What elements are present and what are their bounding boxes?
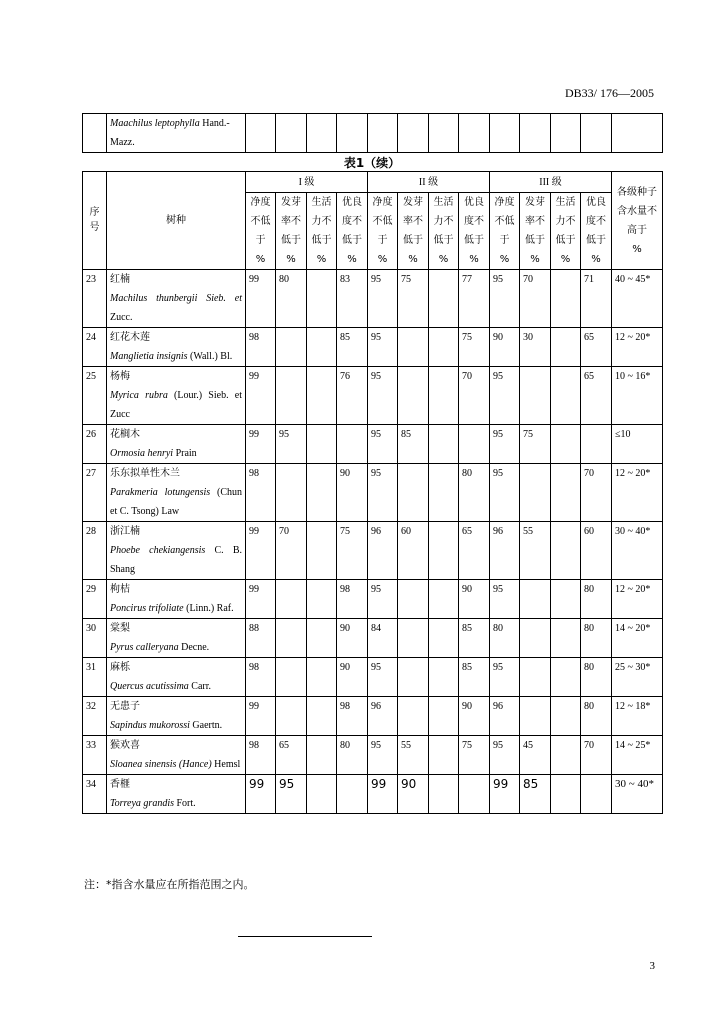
metric-header: 生活 力不 低于 % xyxy=(307,193,337,270)
species-latin: Parakmeria lotungensis xyxy=(110,487,211,498)
metric-value: 60 xyxy=(581,522,612,580)
species-cell: 无患子 Sapindus mukorossi Gaertn. xyxy=(107,697,246,736)
metric-value xyxy=(307,658,337,697)
metric-value xyxy=(398,619,429,658)
table-row xyxy=(83,775,663,814)
species-chinese: 猴欢喜 xyxy=(110,740,140,751)
table-row xyxy=(83,658,663,697)
metric-value: 99 xyxy=(246,775,276,814)
metric-value xyxy=(307,464,337,522)
metric-header: 优良 度不 低于 % xyxy=(337,193,368,270)
moisture-value: 12 ~ 20* xyxy=(612,464,663,522)
metric-value xyxy=(307,522,337,580)
metric-header: 优良 度不 低于 % xyxy=(581,193,612,270)
moisture-header-line: 高于 xyxy=(627,224,647,236)
metric-value xyxy=(551,619,581,658)
table-body xyxy=(83,270,663,814)
table-row xyxy=(83,270,663,328)
footer-rule xyxy=(238,936,372,937)
metric-value: 95 xyxy=(276,425,307,464)
row-number: 25 xyxy=(83,367,107,425)
metric-value xyxy=(429,522,459,580)
metric-value xyxy=(520,658,551,697)
species-latin: Ormosia henryi xyxy=(110,448,174,459)
metric-value: 99 xyxy=(490,775,520,814)
moisture-header xyxy=(612,172,663,270)
grade-1-header: I 级 xyxy=(246,172,368,193)
metric-value: 85 xyxy=(398,425,429,464)
metric-value: 95 xyxy=(490,658,520,697)
metric-value: 80 xyxy=(276,270,307,328)
moisture-value: 12 ~ 20* xyxy=(612,328,663,367)
metric-value: 95 xyxy=(490,425,520,464)
metric-value: 98 xyxy=(337,580,368,619)
species-cell: 香榧 Torreya grandis Fort. xyxy=(107,775,246,814)
moisture-header-line: 含水量不 xyxy=(617,205,657,217)
metric-value xyxy=(307,775,337,814)
row-number: 28 xyxy=(83,522,107,580)
metric-value xyxy=(276,464,307,522)
row-number: 23 xyxy=(83,270,107,328)
metric-value: 95 xyxy=(490,270,520,328)
metric-value xyxy=(307,619,337,658)
metric-value: 95 xyxy=(490,367,520,425)
metric-value: 98 xyxy=(246,464,276,522)
row-number: 24 xyxy=(83,328,107,367)
metric-value: 77 xyxy=(459,270,490,328)
metric-value: 95 xyxy=(368,270,398,328)
species-chinese: 乐东拟单性木兰 xyxy=(110,468,180,479)
metric-value: 95 xyxy=(368,736,398,775)
metric-value: 98 xyxy=(337,697,368,736)
metric-value xyxy=(429,464,459,522)
metric-value: 45 xyxy=(520,736,551,775)
species-chinese: 枸桔 xyxy=(110,584,130,595)
metric-value xyxy=(551,367,581,425)
moisture-value: 14 ~ 20* xyxy=(612,619,663,658)
metric-value: 70 xyxy=(581,464,612,522)
metric-value: 85 xyxy=(520,775,551,814)
metric-value: 96 xyxy=(368,522,398,580)
species-latin: Pyrus calleryana xyxy=(110,642,179,653)
metric-value xyxy=(429,270,459,328)
metric-value: 95 xyxy=(490,580,520,619)
metric-value xyxy=(276,328,307,367)
species-cell: 棠梨 Pyrus calleryana Decne. xyxy=(107,619,246,658)
metric-value xyxy=(459,775,490,814)
seed-quality-table xyxy=(82,171,663,814)
metric-value: 95 xyxy=(490,464,520,522)
metric-value xyxy=(459,425,490,464)
metric-value: 99 xyxy=(246,367,276,425)
table-row xyxy=(83,697,663,736)
metric-value: 85 xyxy=(459,619,490,658)
species-latin: Sapindus mukorossi xyxy=(110,720,190,731)
metric-value xyxy=(398,697,429,736)
species-latin: Manglietia insignis xyxy=(110,351,188,362)
metric-header: 生活 力不 低于 % xyxy=(551,193,581,270)
moisture-value: 12 ~ 18* xyxy=(612,697,663,736)
row-number: 32 xyxy=(83,697,107,736)
metric-value xyxy=(520,580,551,619)
metric-value: 90 xyxy=(459,580,490,619)
metric-value xyxy=(520,619,551,658)
metric-value xyxy=(307,697,337,736)
page-number: 3 xyxy=(649,960,655,972)
table-row xyxy=(83,425,663,464)
metric-value xyxy=(429,697,459,736)
metric-value: 70 xyxy=(459,367,490,425)
species-chinese: 红楠 xyxy=(110,274,130,285)
metric-header: 净度 不低 于 % xyxy=(246,193,276,270)
metric-value: 96 xyxy=(490,522,520,580)
metric-value: 65 xyxy=(459,522,490,580)
metric-value xyxy=(429,367,459,425)
metric-value: 76 xyxy=(337,367,368,425)
metric-value xyxy=(551,658,581,697)
metric-value: 88 xyxy=(246,619,276,658)
species-chinese: 棠梨 xyxy=(110,623,130,634)
metric-value xyxy=(337,425,368,464)
metric-header: 优良 度不 低于 % xyxy=(459,193,490,270)
metric-value xyxy=(429,619,459,658)
metric-value: 99 xyxy=(246,522,276,580)
metric-header: 净度 不低 于 % xyxy=(490,193,520,270)
table-caption: 表1（续） xyxy=(343,156,401,170)
metric-value xyxy=(307,367,337,425)
metric-value xyxy=(398,464,429,522)
metric-value xyxy=(307,270,337,328)
metric-value xyxy=(520,367,551,425)
metric-value xyxy=(398,367,429,425)
metric-value: 80 xyxy=(337,736,368,775)
metric-value: 99 xyxy=(246,697,276,736)
table-row xyxy=(83,328,663,367)
metric-value xyxy=(429,328,459,367)
metric-value: 71 xyxy=(581,270,612,328)
metric-header: 发芽 率不 低于 % xyxy=(520,193,551,270)
metric-value: 95 xyxy=(368,580,398,619)
metric-value xyxy=(337,775,368,814)
metric-header: 发芽 率不 低于 % xyxy=(276,193,307,270)
species-latin: Quercus acutissima xyxy=(110,681,189,692)
table-row xyxy=(83,736,663,775)
metric-value: 90 xyxy=(337,464,368,522)
moisture-value: 25 ~ 30* xyxy=(612,658,663,697)
metric-value xyxy=(398,580,429,619)
metric-value xyxy=(581,425,612,464)
row-number: 29 xyxy=(83,580,107,619)
metric-value: 75 xyxy=(459,328,490,367)
species-latin: Machilus thunbergii Sieb. et xyxy=(110,293,242,304)
metric-value xyxy=(307,580,337,619)
metric-header: 发芽 率不 低于 % xyxy=(398,193,429,270)
table-row xyxy=(83,464,663,522)
moisture-value: ≤10 xyxy=(612,425,663,464)
moisture-value: 40 ~ 45* xyxy=(612,270,663,328)
metric-value xyxy=(551,736,581,775)
metric-value xyxy=(429,775,459,814)
species-latin: Sloanea sinensis (Hance) xyxy=(110,759,212,770)
metric-value: 80 xyxy=(490,619,520,658)
species-chinese: 红花木莲 xyxy=(110,332,150,343)
metric-value: 95 xyxy=(368,328,398,367)
metric-value: 95 xyxy=(368,464,398,522)
species-author: Hand.-Mazz. xyxy=(110,118,230,148)
species-cell: 麻栎 Quercus acutissima Carr. xyxy=(107,658,246,697)
metric-value: 30 xyxy=(520,328,551,367)
species-latin: Phoebe chekiangensis xyxy=(110,545,206,556)
metric-value xyxy=(276,697,307,736)
metric-value xyxy=(307,736,337,775)
metric-value: 85 xyxy=(459,658,490,697)
row-number: 34 xyxy=(83,775,107,814)
table-note: 注：*指含水量应在所指范围之内。 xyxy=(84,878,255,891)
metric-header: 净度 不低 于 % xyxy=(368,193,398,270)
species-chinese: 花榈木 xyxy=(110,429,140,440)
metric-value: 60 xyxy=(398,522,429,580)
metric-value xyxy=(429,425,459,464)
header-row-groups xyxy=(83,172,663,193)
species-chinese: 无患子 xyxy=(110,701,140,712)
metric-value xyxy=(551,464,581,522)
metric-value: 95 xyxy=(368,658,398,697)
moisture-value: 14 ~ 25* xyxy=(612,736,663,775)
moisture-value: 30 ~ 40* xyxy=(612,522,663,580)
metric-value: 90 xyxy=(337,619,368,658)
metric-value: 90 xyxy=(490,328,520,367)
metric-value xyxy=(551,775,581,814)
metric-value: 75 xyxy=(459,736,490,775)
metric-value: 75 xyxy=(337,522,368,580)
metric-value: 98 xyxy=(246,736,276,775)
metric-value xyxy=(551,425,581,464)
table-row xyxy=(83,114,663,153)
metric-value: 99 xyxy=(246,580,276,619)
metric-header: 生活 力不 低于 % xyxy=(429,193,459,270)
metric-value: 99 xyxy=(246,270,276,328)
species-chinese: 麻栎 xyxy=(110,662,130,673)
metric-value: 83 xyxy=(337,270,368,328)
metric-value: 96 xyxy=(490,697,520,736)
metric-value: 95 xyxy=(368,425,398,464)
metric-value: 75 xyxy=(398,270,429,328)
metric-value: 98 xyxy=(246,658,276,697)
table-row xyxy=(83,522,663,580)
species-latin: Poncirus trifoliate xyxy=(110,603,184,614)
row-number: 33 xyxy=(83,736,107,775)
metric-value: 90 xyxy=(398,775,429,814)
species-cell: 乐东拟单性木兰 Parakmeria lotungensis (Chun et C. Tsong) Law xyxy=(107,464,246,522)
document-code: DB33/ 176—2005 xyxy=(564,86,654,100)
moisture-value: 30 ~ 40* xyxy=(612,775,663,814)
metric-value: 65 xyxy=(276,736,307,775)
metric-value: 80 xyxy=(581,697,612,736)
row-number: 27 xyxy=(83,464,107,522)
metric-value xyxy=(276,658,307,697)
moisture-value: 12 ~ 20* xyxy=(612,580,663,619)
metric-value: 95 xyxy=(276,775,307,814)
species-chinese: 杨梅 xyxy=(110,371,130,382)
previous-table-fragment xyxy=(82,113,663,153)
species-chinese: 浙江楠 xyxy=(110,526,140,537)
metric-value xyxy=(520,697,551,736)
metric-value xyxy=(276,580,307,619)
metric-value: 70 xyxy=(276,522,307,580)
metric-value xyxy=(551,522,581,580)
moisture-header-line: 各级种子 xyxy=(617,186,657,198)
row-number: 26 xyxy=(83,425,107,464)
metric-value: 65 xyxy=(581,328,612,367)
seq-header: 序号 xyxy=(83,172,107,270)
metric-value: 80 xyxy=(459,464,490,522)
species-cell: 红楠 Machilus thunbergii Sieb. et Zucc. xyxy=(107,270,246,328)
grade-2-header: II 级 xyxy=(368,172,490,193)
species-cell: 浙江楠 Phoebe chekiangensis C. B. Shang xyxy=(107,522,246,580)
species-cell: 花榈木 Ormosia henryi Prain xyxy=(107,425,246,464)
metric-value: 70 xyxy=(581,736,612,775)
species-cell: 猴欢喜 Sloanea sinensis (Hance) Hemsl xyxy=(107,736,246,775)
species-cell: 枸桔 Poncirus trifoliate (Linn.) Raf. xyxy=(107,580,246,619)
metric-value: 99 xyxy=(246,425,276,464)
species-chinese: 香榧 xyxy=(110,779,130,790)
metric-value xyxy=(307,328,337,367)
metric-value xyxy=(581,775,612,814)
metric-value: 55 xyxy=(398,736,429,775)
metric-value: 80 xyxy=(581,619,612,658)
species-cell: 杨梅 Myrica rubra (Lour.) Sieb. et Zucc xyxy=(107,367,246,425)
metric-value: 95 xyxy=(368,367,398,425)
metric-value xyxy=(429,736,459,775)
table-row xyxy=(83,619,663,658)
metric-value xyxy=(551,270,581,328)
metric-value: 55 xyxy=(520,522,551,580)
moisture-value: 10 ~ 16* xyxy=(612,367,663,425)
row-number: 30 xyxy=(83,619,107,658)
metric-value xyxy=(429,658,459,697)
species-latin: Maachilus leptophylla xyxy=(110,118,200,129)
metric-value: 84 xyxy=(368,619,398,658)
metric-value: 96 xyxy=(368,697,398,736)
metric-value xyxy=(551,328,581,367)
grade-3-header: III 级 xyxy=(490,172,612,193)
species-latin: Torreya grandis xyxy=(110,798,174,809)
metric-value: 90 xyxy=(337,658,368,697)
species-cell: 红花木莲 Manglietia insignis (Wall.) Bl. xyxy=(107,328,246,367)
metric-value: 75 xyxy=(520,425,551,464)
metric-value: 85 xyxy=(337,328,368,367)
metric-value xyxy=(276,367,307,425)
metric-value xyxy=(551,697,581,736)
metric-value xyxy=(551,580,581,619)
metric-value: 95 xyxy=(490,736,520,775)
metric-value: 70 xyxy=(520,270,551,328)
metric-value: 90 xyxy=(459,697,490,736)
table-row xyxy=(83,367,663,425)
moisture-header-line: % xyxy=(632,243,642,255)
metric-value xyxy=(398,328,429,367)
metric-value xyxy=(429,580,459,619)
row-number: 31 xyxy=(83,658,107,697)
metric-value xyxy=(307,425,337,464)
metric-value: 80 xyxy=(581,580,612,619)
metric-value: 80 xyxy=(581,658,612,697)
metric-value xyxy=(276,619,307,658)
species-latin: Myrica rubra xyxy=(110,390,168,401)
metric-value xyxy=(520,464,551,522)
table-row xyxy=(83,580,663,619)
metric-value: 65 xyxy=(581,367,612,425)
species-header: 树种 xyxy=(107,172,246,270)
metric-value: 99 xyxy=(368,775,398,814)
metric-value: 98 xyxy=(246,328,276,367)
metric-value xyxy=(398,658,429,697)
